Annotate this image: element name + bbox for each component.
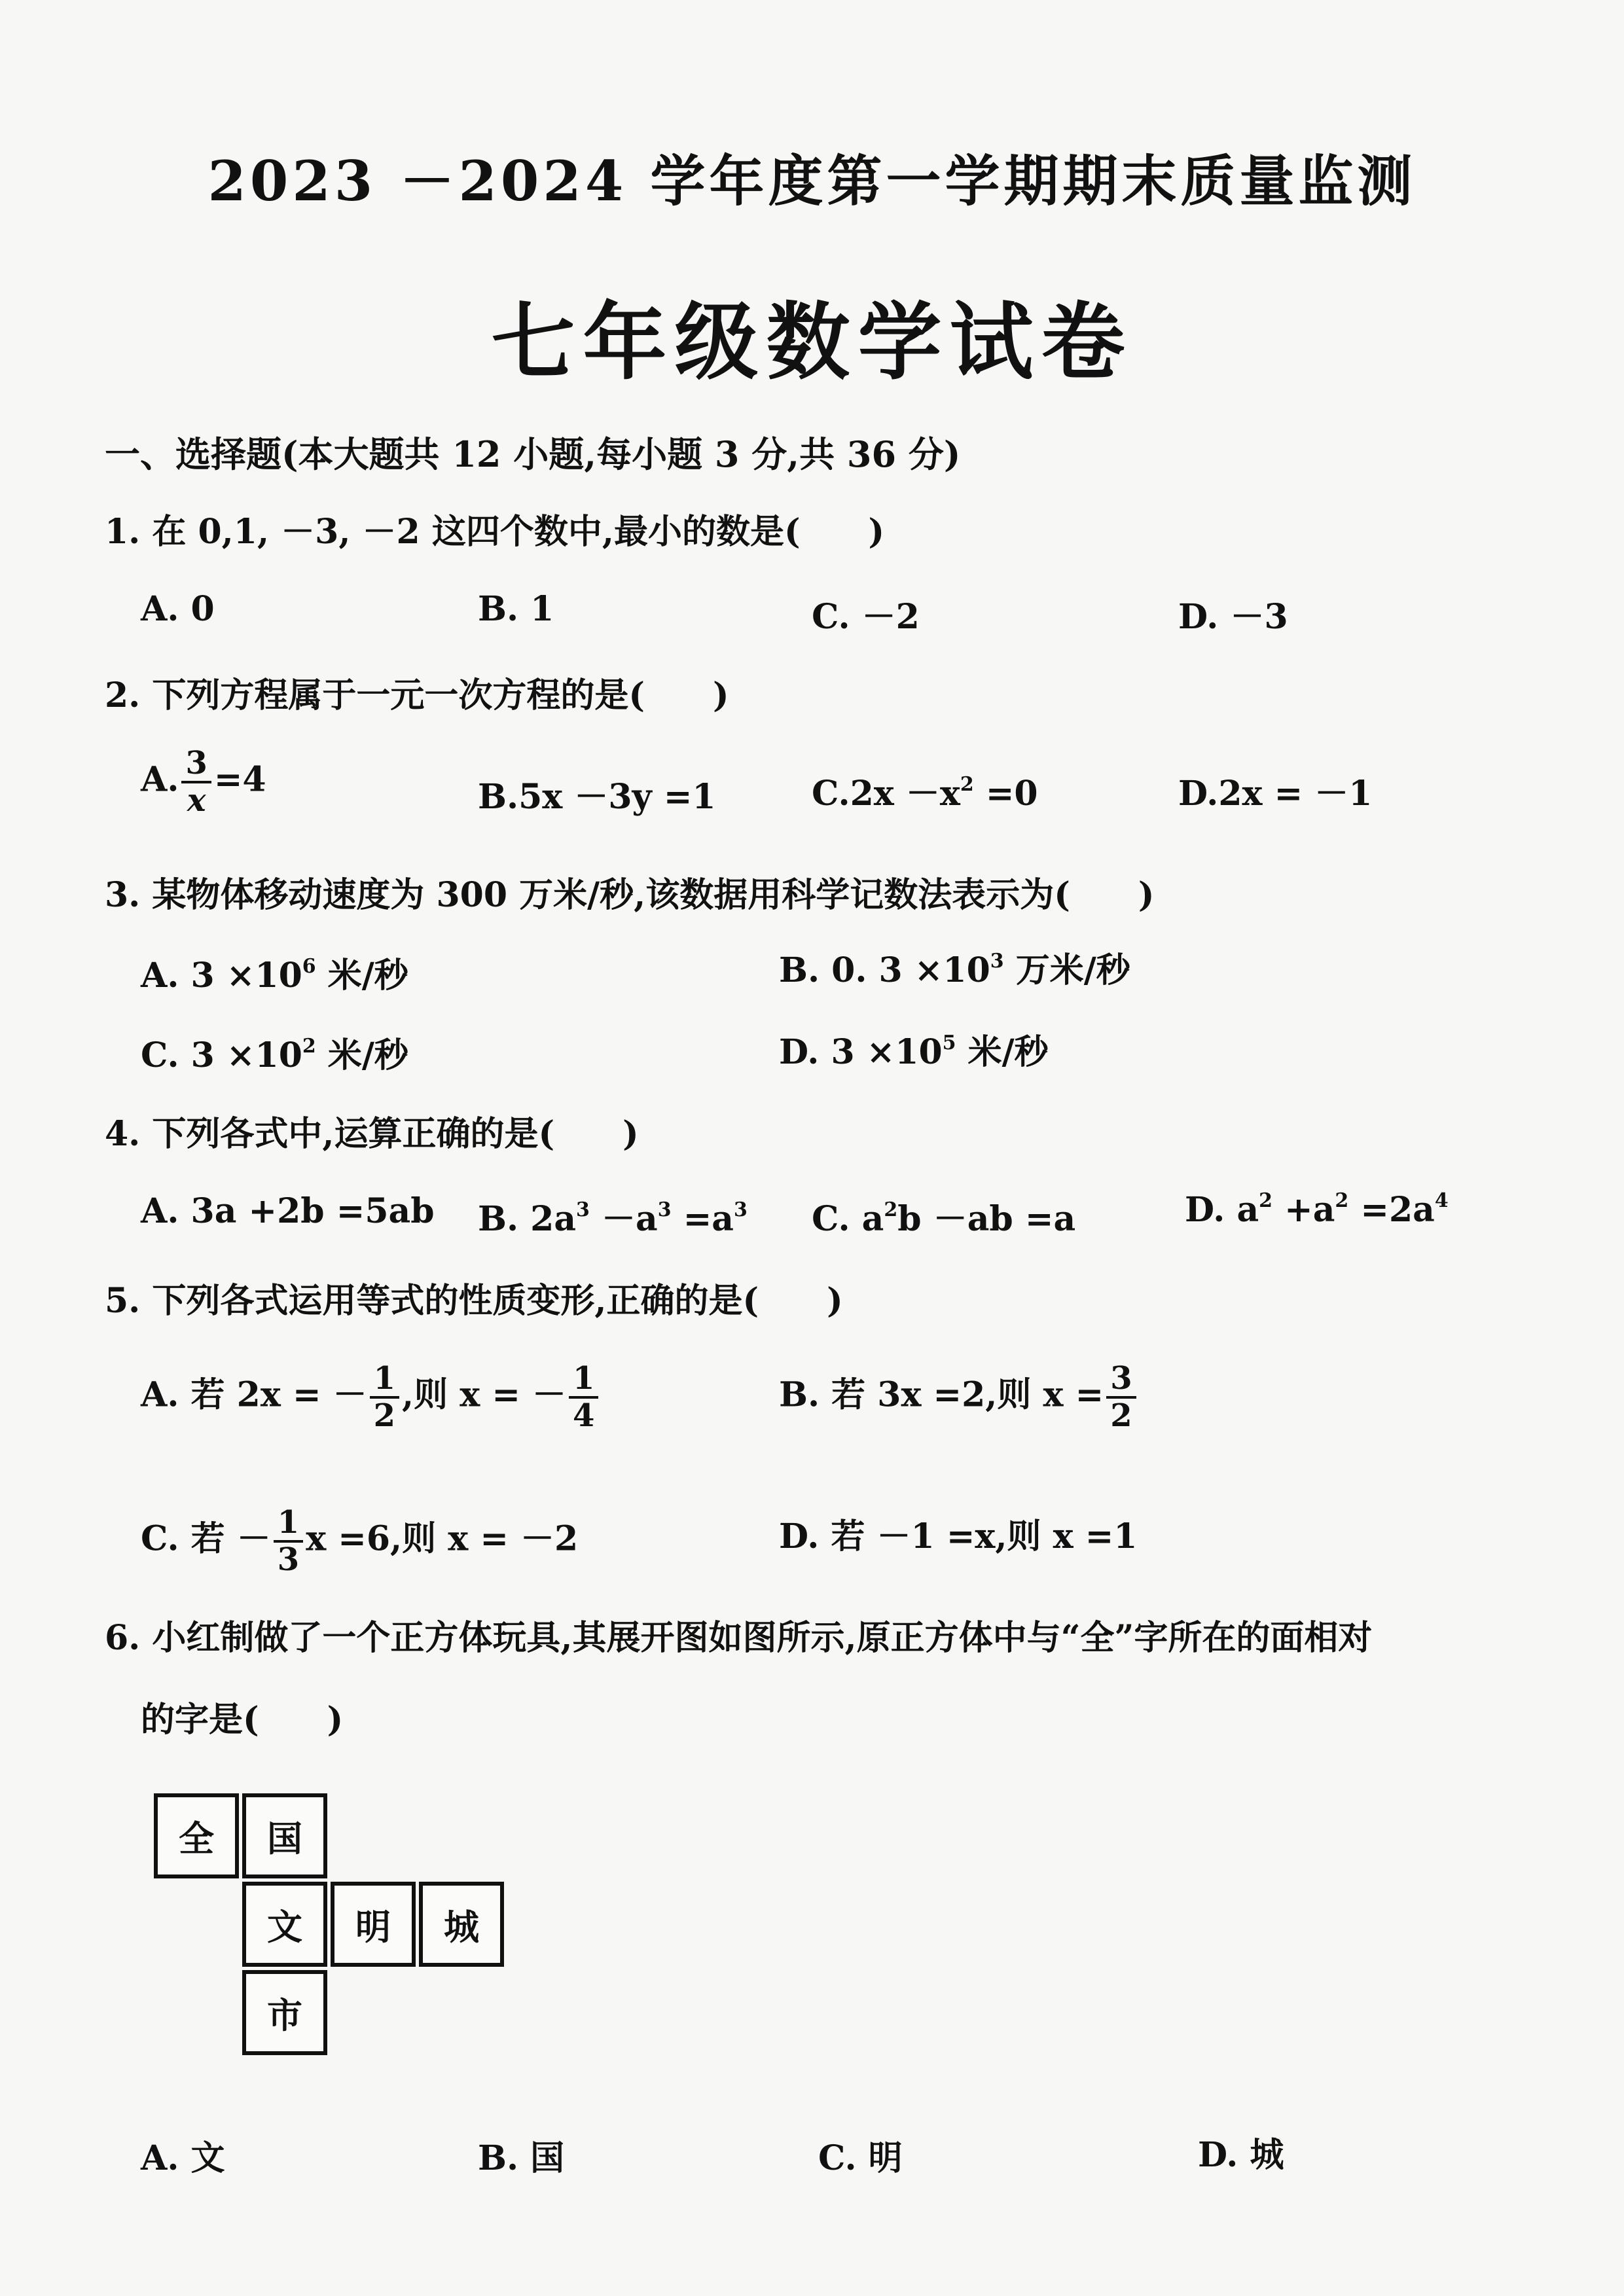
- q6-option-d: D. 城: [1198, 2135, 1284, 2175]
- net-face-guo: 国: [242, 1793, 327, 1878]
- q1-stem: 1. 在 0,1, －3, －2 这四个数中,最小的数是( ): [105, 512, 885, 552]
- q2-option-c: $C.2x -x^2 =0$: [812, 773, 1038, 814]
- q5-stem: 5. 下列各式运用等式的性质变形,正确的是( ): [105, 1281, 843, 1321]
- net-face-shi: 市: [242, 1970, 327, 2055]
- q5-option-b: B. 若 3x =2,则 x = $\frac{3}{2}$: [779, 1361, 1139, 1433]
- q2-stem: 2. 下列方程属于一元一次方程的是( ): [105, 675, 729, 715]
- section-heading-choice: 一、选择题(本大题共 12 小题,每小题 3 分,共 36 分): [105, 433, 961, 475]
- q4-option-b: B. $2a^3 -a^3 =a^3$: [478, 1198, 748, 1239]
- q2-option-d: D.2x = －1: [1178, 774, 1373, 814]
- q4-stem: 4. 下列各式中,运算正确的是( ): [105, 1114, 639, 1154]
- q6-stem-line2: 的字是( ): [141, 1700, 344, 1740]
- net-face-wen: 文: [242, 1882, 327, 1967]
- q3-option-d: D. $3 \times 10^5$ 米/秒: [779, 1031, 1049, 1072]
- q5-option-d: D. 若 －1 =x,则 x =1: [779, 1516, 1138, 1556]
- q2-option-b: B.5x －3y =1: [478, 777, 716, 817]
- q2-option-a: A. $\frac{3}{x}$ =4: [141, 745, 266, 819]
- q3-option-a: A. $3 \times 10^6$ 米/秒: [141, 955, 408, 996]
- net-face-ming: 明: [331, 1882, 416, 1967]
- q3-option-c: C. $3 \times 10^2$ 米/秒: [141, 1035, 408, 1075]
- exam-title: 七年级数学试卷: [491, 293, 1133, 391]
- exam-header-line1: 2023 －2024 学年度第一学期期末质量监测: [208, 149, 1416, 213]
- q5-option-c: C. 若 － $\frac{1}{3}$ x =6,则 x = －2: [141, 1504, 579, 1578]
- q6-stem-line1: 6. 小红制做了一个正方体玩具,其展开图如图所示,原正方体中与“全”字所在的面相对: [105, 1618, 1373, 1658]
- q4-option-a: A. 3a +2b =5ab: [141, 1191, 435, 1231]
- q1-option-d: D. －3: [1178, 597, 1288, 637]
- net-face-cheng: 城: [419, 1882, 504, 1967]
- q6-option-a: A. 文: [141, 2138, 225, 2178]
- q3-stem: 3. 某物体移动速度为 300 万米/秒,该数据用科学记数法表示为( ): [105, 875, 1155, 915]
- q1-option-b: B. 1: [478, 589, 554, 629]
- q5-option-a: A. 若 2x = － $\frac{1}{2}$ ,则 x = － $\frac{1}{4}$: [141, 1361, 601, 1433]
- q4-option-c: C. $a^2b -ab =a$: [812, 1198, 1076, 1239]
- cube-net-figure: [154, 1793, 520, 2068]
- q1-option-c: C. －2: [812, 597, 920, 637]
- q3-option-b: B. 0. $3 \times 10^3$ 万米/秒: [779, 950, 1130, 990]
- q6-option-c: C. 明: [818, 2138, 903, 2178]
- net-face-quan: 全: [154, 1793, 239, 1878]
- q1-option-a: A. 0: [141, 589, 215, 629]
- q4-option-d: D. $a^2 +a^2 =2a^4$: [1185, 1189, 1449, 1230]
- q6-option-b: B. 国: [478, 2138, 565, 2178]
